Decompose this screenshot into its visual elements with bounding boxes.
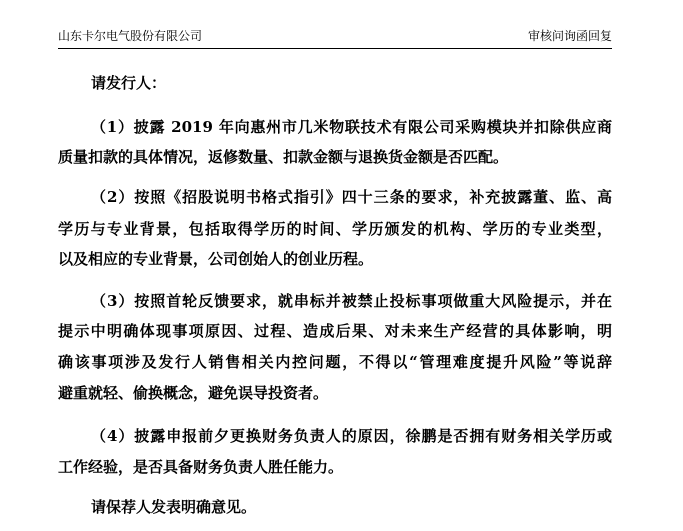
company-name: 山东卡尔电气股份有限公司 [58,29,203,43]
page-header [58,28,612,49]
item-3-line-4: 避重就轻、偷换概念，避免误导投资者。 [58,384,329,402]
item-3-line-1: （3）按照首轮反馈要求，就串标并被禁止投标事项做重大风险提示，并在 [91,292,612,310]
item-4-line-1: （4）披露申报前夕更换财务负责人的原因，徐鹏是否拥有财务相关学历或 [91,427,612,445]
closing-request: 请保荐人发表明确意见。 [91,498,257,516]
item-2-line-1: （2）按照《招股说明书格式指引》四十三条的要求，补充披露董、监、高 [91,188,612,206]
document-type: 审核问询函回复 [527,29,612,43]
item-3-line-2: 提示中明确体现事项原因、过程、造成后果、对未来生产经营的具体影响，明 [58,322,612,340]
item-1-line-1: （1）披露 2019 年向惠州市几米物联技术有限公司采购模块并扣除供应商 [91,118,612,136]
item-4-line-2: 工作经验，是否具备财务负责人胜任能力。 [58,458,344,476]
salutation: 请发行人： [91,74,167,92]
item-2-line-2: 学历与专业背景，包括取得学历的时间、学历颁发的机构、学历的专业类型， [58,220,612,238]
item-3-line-3: 确该事项涉及发行人销售相关内控问题，不得以“管理难度提升风险”等说辞 [58,353,612,371]
item-1-line-2: 质量扣款的具体情况，返修数量、扣款金额与退换货金额是否匹配。 [58,148,509,166]
item-2-line-3: 以及相应的专业背景，公司创始人的创业历程。 [58,250,374,268]
